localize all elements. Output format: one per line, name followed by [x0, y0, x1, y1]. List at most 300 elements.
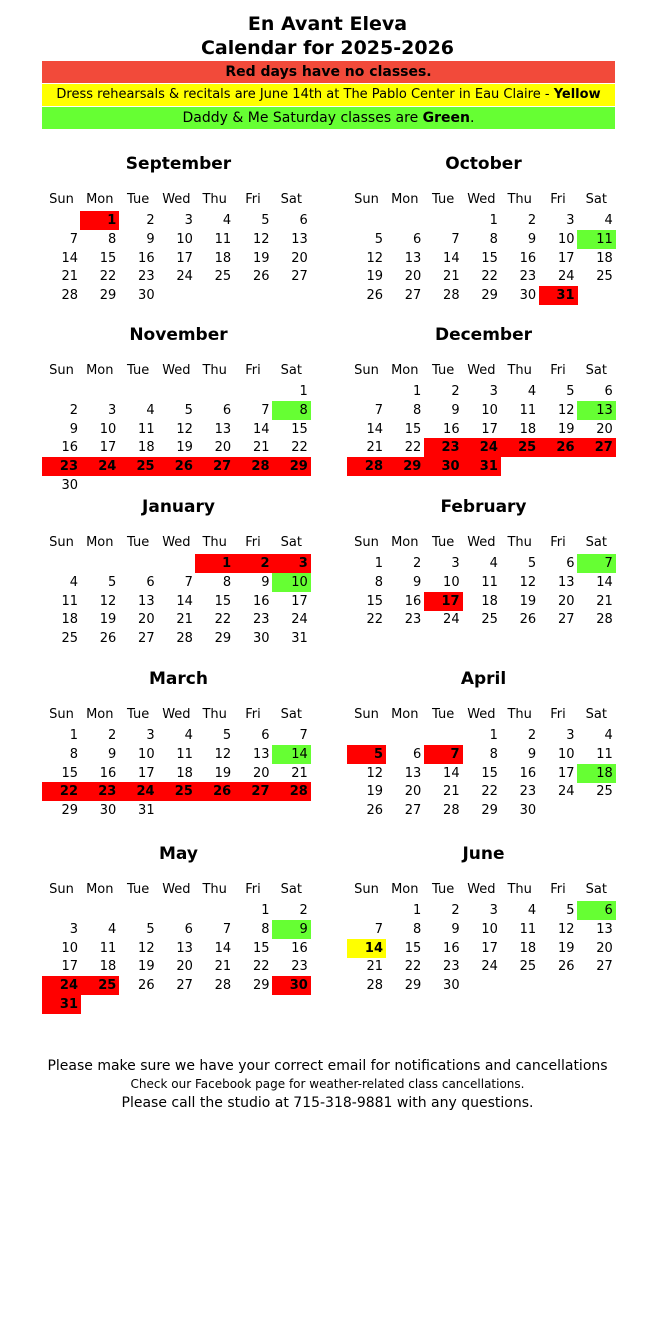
day-cell: 13 — [596, 921, 613, 937]
day-cell: 24 — [80, 457, 119, 476]
day-cell: 30 — [252, 631, 270, 647]
day-cell: 13 — [557, 574, 575, 590]
day-cell: 7 — [299, 728, 308, 743]
day-cell: 22 — [214, 612, 232, 628]
weekday-label: Sat — [585, 535, 607, 550]
day-cell: 17 — [176, 250, 193, 266]
day-cell: 15 — [291, 421, 308, 437]
day-cell: 24 — [557, 784, 575, 800]
weekday-label: Fri — [245, 535, 261, 550]
day-cell: 16 — [443, 421, 460, 437]
day-cell: 7 — [222, 921, 232, 937]
weekday-label: Mon — [86, 535, 114, 550]
day-cell: 8 — [489, 746, 498, 762]
day-cell: 7 — [69, 231, 78, 247]
day-cell: 13 — [404, 250, 422, 266]
day-cell: 26 — [539, 438, 578, 457]
weekday-label: Sat — [280, 707, 302, 722]
day-cell: 21 — [366, 959, 383, 975]
day-cell: 1 — [413, 903, 422, 918]
day-cell: 20 — [214, 440, 232, 456]
day-cell: 9 — [451, 402, 460, 418]
day-cell: 20 — [596, 940, 613, 956]
day-cell: 24 — [42, 976, 81, 995]
weekday-label: Wed — [162, 535, 191, 550]
day-cell: 2 — [146, 213, 155, 228]
day-cell: 11 — [99, 940, 117, 956]
day-cell: 17 — [557, 250, 575, 266]
day-cell: 7 — [184, 574, 193, 590]
day-cell: 8 — [413, 402, 422, 418]
day-cell: 17 — [291, 593, 308, 609]
day-cell: 11 — [214, 231, 232, 247]
weekday-label: Tue — [431, 882, 455, 897]
month-name: May — [159, 844, 198, 864]
weekday-label: Sat — [280, 882, 302, 897]
weekday-label: Sun — [49, 363, 74, 378]
day-cell: 25 — [119, 457, 158, 476]
day-cell: 26 — [252, 269, 270, 285]
weekday-label: Thu — [507, 192, 532, 207]
day-cell: 22 — [291, 440, 308, 456]
day-cell: 4 — [604, 213, 613, 228]
day-cell: 16 — [138, 250, 155, 266]
day-cell: 24 — [481, 959, 498, 975]
weekday-label: Tue — [431, 363, 455, 378]
day-cell: 29 — [99, 288, 117, 304]
red-banner-text: Red days have no classes. — [225, 64, 432, 80]
weekday-label: Fri — [550, 192, 566, 207]
weekday-label: Sat — [585, 707, 607, 722]
day-cell: 10 — [481, 402, 498, 418]
day-cell: 1 — [261, 903, 270, 918]
day-cell: 15 — [252, 940, 270, 956]
day-cell: 26 — [99, 631, 117, 647]
day-cell: 31 — [291, 631, 308, 647]
weekday-label: Sun — [354, 535, 379, 550]
day-cell: 1 — [299, 384, 308, 399]
day-cell: 14 — [596, 574, 613, 590]
weekday-label: Thu — [507, 535, 532, 550]
weekday-label: Wed — [162, 363, 191, 378]
day-cell: 19 — [557, 421, 575, 437]
footer-email-note: Please make sure we have your correct email for notifications and cancellations — [47, 1058, 608, 1074]
day-cell: 19 — [519, 593, 537, 609]
footer-phone-note: Please call the studio at 715-318-9881 with any questions. — [121, 1095, 534, 1111]
weekday-label: Sat — [585, 192, 607, 207]
weekday-label: Sun — [49, 192, 74, 207]
yellow-banner — [42, 84, 615, 106]
day-cell: 10 — [99, 421, 117, 437]
day-cell: 17 — [557, 765, 575, 781]
weekday-label: Wed — [467, 535, 496, 550]
day-cell: 2 — [108, 728, 117, 743]
weekday-label: Sun — [354, 882, 379, 897]
day-cell: 5 — [222, 728, 232, 743]
day-cell: 17 — [481, 940, 498, 956]
weekday-label: Thu — [202, 192, 227, 207]
day-cell: 11 — [138, 421, 155, 437]
day-cell: 20 — [252, 765, 270, 781]
day-cell: 3 — [566, 728, 575, 743]
weekday-label: Sun — [49, 535, 74, 550]
day-cell: 25 — [519, 959, 537, 975]
day-cell: 5 — [374, 231, 383, 247]
day-cell: 11 — [519, 402, 537, 418]
day-cell: 29 — [272, 457, 311, 476]
day-cell: 7 — [424, 745, 463, 764]
day-cell: 19 — [176, 440, 193, 456]
day-cell: 12 — [366, 250, 383, 266]
day-cell: 20 — [176, 959, 193, 975]
day-cell: 11 — [519, 921, 537, 937]
day-cell: 30 — [99, 803, 117, 819]
day-cell: 28 — [443, 803, 460, 819]
weekday-label: Sat — [585, 882, 607, 897]
weekday-label: Sun — [354, 707, 379, 722]
day-cell: 25 — [157, 782, 196, 801]
weekday-label: Tue — [126, 192, 150, 207]
day-cell: 3 — [566, 213, 575, 228]
weekday-label: Tue — [126, 707, 150, 722]
day-cell: 26 — [519, 612, 537, 628]
day-cell: 25 — [500, 438, 539, 457]
day-cell: 19 — [138, 959, 155, 975]
day-cell: 8 — [222, 574, 232, 590]
day-cell: 18 — [214, 250, 232, 266]
day-cell: 3 — [489, 903, 498, 918]
day-cell: 21 — [214, 959, 232, 975]
day-cell: 2 — [69, 402, 78, 418]
weekday-label: Thu — [202, 707, 227, 722]
day-cell: 26 — [366, 803, 383, 819]
day-cell: 4 — [527, 903, 537, 918]
day-cell: 22 — [481, 269, 498, 285]
day-cell: 27 — [138, 631, 155, 647]
day-cell: 14 — [176, 593, 193, 609]
day-cell: 19 — [252, 250, 270, 266]
green-banner — [42, 107, 615, 129]
day-cell: 22 — [404, 959, 422, 975]
day-cell: 6 — [413, 746, 422, 762]
day-cell: 8 — [489, 231, 498, 247]
day-cell: 7 — [374, 921, 383, 937]
day-cell: 14 — [61, 250, 78, 266]
day-cell: 21 — [291, 765, 308, 781]
day-cell: 13 — [291, 231, 308, 247]
day-cell: 6 — [261, 728, 270, 743]
day-cell: 6 — [577, 901, 616, 920]
day-cell: 30 — [519, 803, 537, 819]
day-cell: 20 — [596, 421, 613, 437]
day-cell: 31 — [138, 803, 155, 819]
day-cell: 10 — [557, 746, 575, 762]
day-cell: 22 — [42, 782, 81, 801]
day-cell: 27 — [234, 782, 273, 801]
day-cell: 27 — [404, 288, 422, 304]
day-cell: 21 — [252, 440, 270, 456]
day-cell: 6 — [184, 921, 193, 937]
day-cell: 17 — [99, 440, 117, 456]
day-cell: 5 — [566, 903, 575, 918]
day-cell: 28 — [347, 457, 386, 476]
day-cell: 15 — [481, 765, 498, 781]
day-cell: 4 — [146, 402, 155, 418]
day-cell: 24 — [557, 269, 575, 285]
day-cell: 18 — [481, 593, 498, 609]
red-banner — [42, 61, 615, 83]
day-cell: 15 — [481, 250, 498, 266]
day-cell: 10 — [557, 231, 575, 247]
day-cell: 4 — [489, 556, 498, 571]
day-cell: 8 — [374, 574, 383, 590]
day-cell: 24 — [291, 612, 308, 628]
day-cell: 17 — [61, 959, 78, 975]
day-cell: 18 — [596, 250, 613, 266]
weekday-label: Fri — [550, 535, 566, 550]
day-cell: 10 — [443, 574, 460, 590]
day-cell: 20 — [404, 784, 422, 800]
day-cell: 20 — [291, 250, 308, 266]
day-cell: 23 — [138, 269, 155, 285]
day-cell: 2 — [413, 556, 422, 571]
day-cell: 21 — [443, 269, 460, 285]
day-cell: 2 — [527, 728, 537, 743]
day-cell: 27 — [195, 457, 234, 476]
day-cell: 11 — [596, 746, 613, 762]
weekday-label: Thu — [202, 882, 227, 897]
day-cell: 22 — [366, 612, 383, 628]
day-cell: 11 — [577, 230, 616, 249]
month-name: November — [129, 325, 228, 345]
day-cell: 22 — [404, 440, 422, 456]
day-cell: 1 — [489, 728, 498, 743]
day-cell: 12 — [252, 231, 270, 247]
page-title: En Avant Eleva — [247, 13, 408, 35]
weekday-label: Thu — [202, 535, 227, 550]
weekday-label: Tue — [431, 535, 455, 550]
month-name: April — [460, 669, 507, 689]
month-name: March — [149, 669, 208, 689]
month-name: December — [434, 325, 533, 345]
day-cell: 5 — [108, 574, 117, 590]
day-cell: 18 — [176, 765, 193, 781]
weekday-label: Mon — [86, 707, 114, 722]
day-cell: 5 — [261, 213, 270, 228]
day-cell: 15 — [366, 593, 383, 609]
weekday-label: Sat — [280, 535, 302, 550]
day-cell: 20 — [557, 593, 575, 609]
day-cell: 11 — [481, 574, 498, 590]
day-cell: 7 — [261, 402, 270, 418]
day-cell: 6 — [222, 402, 232, 418]
day-cell: 14 — [347, 939, 386, 958]
day-cell: 30 — [424, 457, 463, 476]
day-cell: 9 — [146, 231, 155, 247]
day-cell: 16 — [443, 940, 460, 956]
day-cell: 6 — [604, 384, 613, 399]
weekday-label: Fri — [550, 363, 566, 378]
day-cell: 29 — [404, 978, 422, 994]
month-name: January — [142, 497, 215, 517]
day-cell: 7 — [577, 554, 616, 573]
day-cell: 23 — [80, 782, 119, 801]
day-cell: 28 — [443, 288, 460, 304]
day-cell: 3 — [69, 921, 78, 937]
day-cell: 25 — [481, 612, 498, 628]
day-cell: 29 — [481, 803, 498, 819]
weekday-label: Sun — [354, 192, 379, 207]
day-cell: 23 — [519, 784, 537, 800]
green-banner-bold: Green — [422, 110, 471, 126]
day-cell: 21 — [596, 593, 613, 609]
day-cell: 23 — [291, 959, 308, 975]
day-cell: 23 — [443, 959, 460, 975]
day-cell: 12 — [557, 402, 575, 418]
day-cell: 15 — [99, 250, 117, 266]
weekday-label: Fri — [245, 363, 261, 378]
day-cell: 1 — [374, 556, 383, 571]
day-cell: 12 — [519, 574, 537, 590]
day-cell: 4 — [222, 213, 232, 228]
day-cell: 28 — [176, 631, 193, 647]
day-cell: 21 — [176, 612, 193, 628]
day-cell: 4 — [108, 921, 117, 937]
day-cell: 9 — [108, 746, 117, 762]
weekday-label: Thu — [507, 363, 532, 378]
day-cell: 12 — [214, 746, 232, 762]
day-cell: 5 — [347, 745, 386, 764]
day-cell: 30 — [272, 976, 311, 995]
day-cell: 14 — [443, 250, 460, 266]
day-cell: 29 — [252, 978, 270, 994]
day-cell: 16 — [519, 250, 537, 266]
day-cell: 31 — [42, 995, 81, 1014]
day-cell: 19 — [99, 612, 117, 628]
day-cell: 26 — [138, 978, 155, 994]
weekday-label: Sat — [280, 363, 302, 378]
yellow-banner-bold: Yellow — [553, 87, 601, 102]
day-cell: 27 — [291, 269, 308, 285]
weekday-label: Mon — [391, 707, 419, 722]
day-cell: 4 — [604, 728, 613, 743]
day-cell: 29 — [481, 288, 498, 304]
day-cell: 19 — [366, 784, 383, 800]
weekday-label: Tue — [126, 882, 150, 897]
day-cell: 16 — [99, 765, 117, 781]
day-cell: 10 — [61, 940, 78, 956]
day-cell: 12 — [557, 921, 575, 937]
day-cell: 26 — [195, 782, 234, 801]
day-cell: 18 — [61, 612, 78, 628]
day-cell: 23 — [519, 269, 537, 285]
day-cell: 6 — [566, 556, 575, 571]
weekday-label: Sat — [585, 363, 607, 378]
day-cell: 13 — [214, 421, 232, 437]
green-banner-end: . — [470, 110, 475, 126]
day-cell: 22 — [481, 784, 498, 800]
weekday-label: Tue — [126, 535, 150, 550]
weekday-label: Tue — [126, 363, 150, 378]
day-cell: 17 — [481, 421, 498, 437]
day-cell: 23 — [404, 612, 422, 628]
day-cell: 21 — [61, 269, 78, 285]
weekday-label: Thu — [507, 882, 532, 897]
month-name: September — [125, 154, 232, 174]
weekday-label: Wed — [467, 707, 496, 722]
day-cell: 30 — [519, 288, 537, 304]
day-cell: 13 — [252, 746, 270, 762]
weekday-label: Wed — [467, 363, 496, 378]
day-cell: 9 — [261, 574, 270, 590]
day-cell: 7 — [451, 231, 460, 247]
day-cell: 9 — [527, 231, 537, 247]
day-cell: 16 — [519, 765, 537, 781]
day-cell: 13 — [176, 940, 193, 956]
day-cell: 8 — [261, 921, 270, 937]
day-cell: 3 — [184, 213, 193, 228]
day-cell: 29 — [385, 457, 424, 476]
day-cell: 17 — [138, 765, 155, 781]
weekday-label: Fri — [550, 882, 566, 897]
weekday-label: Wed — [162, 882, 191, 897]
day-cell: 21 — [443, 784, 460, 800]
day-cell: 2 — [451, 903, 460, 918]
day-cell: 2 — [299, 903, 308, 918]
day-cell: 14 — [443, 765, 460, 781]
weekday-label: Tue — [431, 707, 455, 722]
day-cell: 6 — [146, 574, 155, 590]
day-cell: 25 — [596, 784, 613, 800]
weekday-label: Wed — [467, 192, 496, 207]
day-cell: 18 — [519, 940, 537, 956]
day-cell: 24 — [119, 782, 158, 801]
day-cell: 24 — [176, 269, 193, 285]
weekday-label: Mon — [86, 882, 114, 897]
day-cell: 19 — [557, 940, 575, 956]
day-cell: 16 — [404, 593, 422, 609]
day-cell: 28 — [596, 612, 613, 628]
day-cell: 18 — [99, 959, 117, 975]
day-cell: 21 — [366, 440, 383, 456]
day-cell: 26 — [366, 288, 383, 304]
day-cell: 3 — [108, 402, 117, 418]
weekday-label: Mon — [86, 192, 114, 207]
day-cell: 30 — [61, 478, 78, 493]
day-cell: 17 — [424, 592, 463, 611]
day-cell: 9 — [451, 921, 460, 937]
day-cell: 16 — [61, 440, 78, 456]
day-cell: 18 — [519, 421, 537, 437]
day-cell: 10 — [176, 231, 193, 247]
weekday-label: Mon — [391, 192, 419, 207]
day-cell: 25 — [61, 631, 78, 647]
day-cell: 20 — [138, 612, 155, 628]
day-cell: 26 — [557, 959, 575, 975]
day-cell: 23 — [252, 612, 270, 628]
day-cell: 28 — [366, 978, 383, 994]
day-cell: 8 — [272, 401, 311, 420]
weekday-label: Mon — [86, 363, 114, 378]
day-cell: 15 — [214, 593, 232, 609]
day-cell: 22 — [252, 959, 270, 975]
day-cell: 8 — [69, 746, 78, 762]
day-cell: 16 — [252, 593, 270, 609]
day-cell: 26 — [157, 457, 196, 476]
weekday-label: Fri — [245, 882, 261, 897]
day-cell: 9 — [272, 920, 311, 939]
month-name: October — [445, 154, 522, 174]
